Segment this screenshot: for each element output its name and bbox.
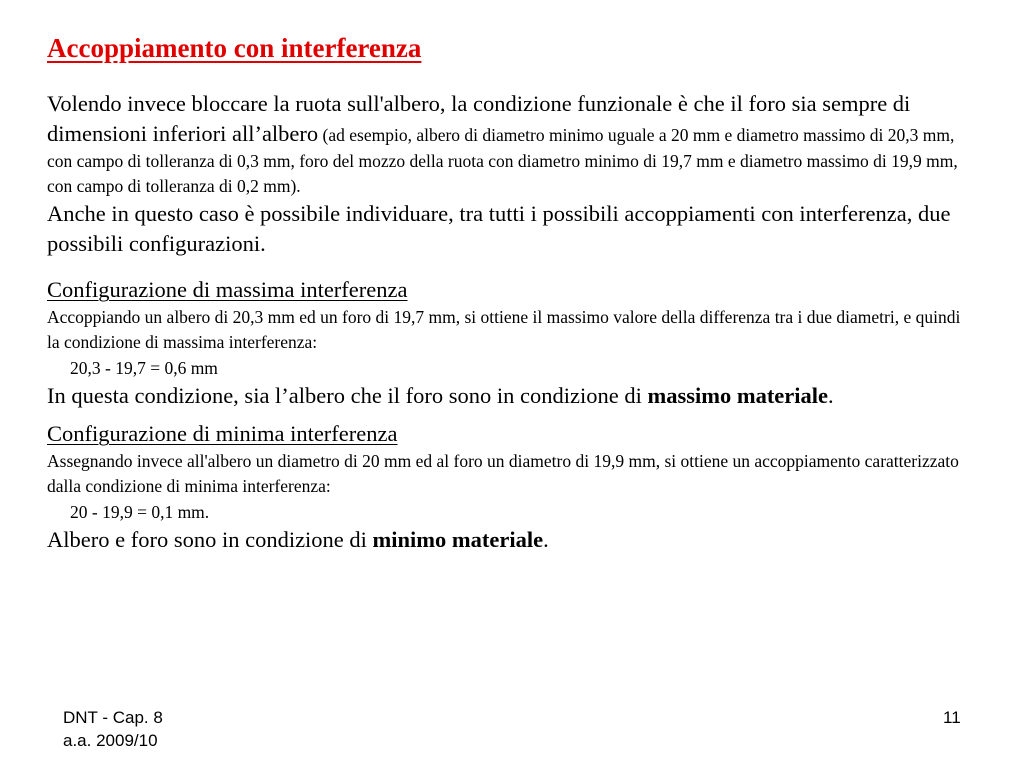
max-interference-heading: Configurazione di massima interferenza: [47, 277, 408, 302]
min-interference-description: Assegnando invece all'albero un diametro di 20 mm ed al foro un diametro di 19,9 mm, si ottiene un accoppiamento caratterizzato dalla condizione di minima interferenza:: [47, 451, 959, 496]
max-interference-conclusion: [47, 381, 977, 411]
min-interference-formula: 20 - 19,9 = 0,1 mm.: [70, 502, 210, 522]
intro-main-text: Volendo invece bloccare la ruota sull'albero, la condizione funzionale è che il foro sia sempre di dimensioni inferiori all’albero: [47, 91, 911, 146]
max-conclusion-bold: massimo materiale: [647, 383, 829, 408]
max-interference-section: [47, 275, 977, 411]
max-interference-formula: 20,3 - 19,7 = 0,6 mm: [70, 358, 218, 378]
intro-example-text: (ad esempio, albero di diametro minimo uguale a 20 mm e diametro massimo di 20,3 mm, con campo di tolleranza di 0,3 mm, foro del mozzo della ruota con diametro minimo di 19,7 mm e diametro massimo di 19,9 mm, con campo di tolleranza di 0,2 mm).: [47, 125, 958, 196]
max-conclusion-suffix: .: [828, 383, 834, 408]
footer-course-line: DNT - Cap. 8: [63, 708, 163, 727]
intro-paragraph: [47, 89, 977, 199]
min-interference-section: [47, 419, 977, 555]
max-interference-description: Accoppiando un albero di 20,3 mm ed un foro di 19,7 mm, si ottiene il massimo valore della differenza tra i due diametri, e quindi la condizione di massima interferenza:: [47, 307, 961, 352]
configurations-paragraph: Anche in questo caso è possibile individuare, tra tutti i possibili accoppiamenti con interferenza, due possibili configurazioni.: [47, 201, 951, 256]
page-number: 11: [943, 708, 961, 727]
max-conclusion-text: In questa condizione, sia l’albero che il foro sono in condizione di: [47, 383, 648, 408]
slide-title: Accoppiamento con interferenza: [47, 33, 422, 63]
min-interference-conclusion: [47, 525, 977, 555]
min-conclusion-bold: minimo materiale: [372, 527, 544, 552]
min-conclusion-text: Albero e foro sono in condizione di: [47, 527, 373, 552]
slide-content: [47, 30, 977, 555]
footer-year-line: a.a. 2009/10: [63, 731, 158, 750]
footer-course-info: [63, 706, 163, 752]
min-conclusion-suffix: .: [543, 527, 549, 552]
min-interference-heading: Configurazione di minima interferenza: [47, 421, 398, 446]
